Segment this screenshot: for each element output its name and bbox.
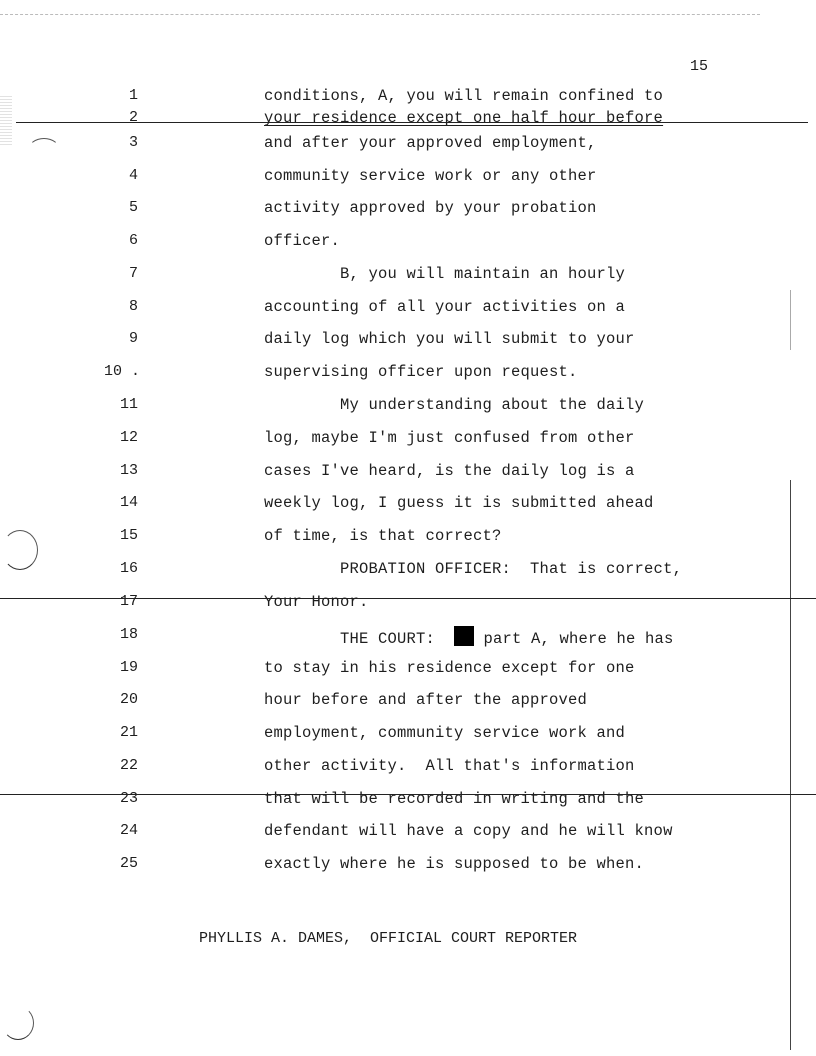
line-number: 18: [119, 626, 138, 643]
line-text: accounting of all your activities on a: [264, 298, 626, 316]
line-text-continued: part A, where he has: [474, 630, 674, 648]
transcript-line: [0, 232, 816, 265]
scan-edge-line: [0, 14, 760, 15]
line-text: daily log which you will submit to your: [264, 330, 635, 348]
line-text: your residence except one half hour before: [264, 109, 664, 127]
line-text: to stay in his residence except for one: [264, 659, 635, 677]
page-number: 15: [690, 58, 709, 75]
redaction-block: [454, 626, 474, 646]
line-text: of time, is that correct?: [264, 527, 502, 545]
line-number: 9: [128, 330, 138, 347]
line-text: exactly where he is supposed to be when.: [264, 855, 645, 873]
transcript-line: [0, 757, 816, 790]
transcript-line: [0, 298, 816, 331]
transcript-line: [0, 659, 816, 692]
line-number: 21: [119, 724, 138, 741]
transcript-line: [0, 429, 816, 462]
transcript-line: [0, 593, 816, 626]
line-number: 16: [119, 560, 138, 577]
line-number: 22: [119, 757, 138, 774]
line-text: weekly log, I guess it is submitted ahead: [264, 494, 654, 512]
transcript-line: [0, 527, 816, 560]
line-number: 14: [119, 494, 138, 511]
line-number: 10 .: [104, 363, 141, 380]
line-text: Your Honor.: [264, 593, 369, 611]
line-text: employment, community service work and: [264, 724, 626, 742]
line-text: hour before and after the approved: [264, 691, 588, 709]
line-text: conditions, A, you will remain confined to: [264, 87, 664, 105]
transcript-line: [0, 822, 816, 855]
line-text: activity approved by your probation: [264, 199, 597, 217]
transcript-line: [0, 265, 816, 298]
line-number: 5: [128, 199, 138, 216]
line-text: PROBATION OFFICER: That is correct,: [264, 560, 683, 578]
transcript-line: [0, 199, 816, 232]
line-text: [264, 626, 674, 648]
punch-hole-bottom-icon: [2, 1006, 34, 1040]
transcript-line: [0, 560, 816, 593]
line-number: 24: [119, 822, 138, 839]
transcript-line: [0, 494, 816, 527]
transcript-line: [0, 330, 816, 363]
transcript-line: [0, 396, 816, 429]
line-number: 15: [119, 527, 138, 544]
line-number: 2: [128, 109, 138, 126]
line-number: 1: [128, 87, 138, 104]
separator-rule: [0, 794, 816, 795]
line-number: 17: [119, 593, 138, 610]
line-text: community service work or any other: [264, 167, 597, 185]
line-number: 23: [119, 790, 138, 807]
line-number: 25: [119, 855, 138, 872]
line-number: 7: [128, 265, 138, 282]
line-text: defendant will have a copy and he will know: [264, 822, 673, 840]
line-number: 20: [119, 691, 138, 708]
line-text: other activity. All that's information: [264, 757, 635, 775]
line-text: that will be recorded in writing and the: [264, 790, 645, 808]
speaker-label: THE COURT:: [264, 630, 455, 648]
line-number: 13: [119, 462, 138, 479]
line-text: B, you will maintain an hourly: [264, 265, 626, 283]
transcript-line: [0, 724, 816, 757]
transcript-line: [0, 134, 816, 167]
line-text: officer.: [264, 232, 341, 250]
line-text: supervising officer upon request.: [264, 363, 578, 381]
transcript-line: [0, 462, 816, 495]
court-reporter-footer: PHYLLIS A. DAMES, OFFICIAL COURT REPORTER: [199, 930, 578, 947]
transcript-line: [0, 855, 816, 888]
transcript-line: [0, 167, 816, 200]
line-number: 3: [128, 134, 138, 151]
line-number: 19: [119, 659, 138, 676]
line-text: My understanding about the daily: [264, 396, 645, 414]
transcript-line: [0, 626, 816, 659]
line-number: 6: [128, 232, 138, 249]
line-text: log, maybe I'm just confused from other: [264, 429, 635, 447]
line-number: 11: [119, 396, 138, 413]
transcript-line: [0, 363, 816, 396]
line-number: 12: [119, 429, 138, 446]
line-number: 4: [128, 167, 138, 184]
transcript-line: [0, 691, 816, 724]
line-text: and after your approved employment,: [264, 134, 597, 152]
line-number: 8: [128, 298, 138, 315]
line-text: cases I've heard, is the daily log is a: [264, 462, 635, 480]
